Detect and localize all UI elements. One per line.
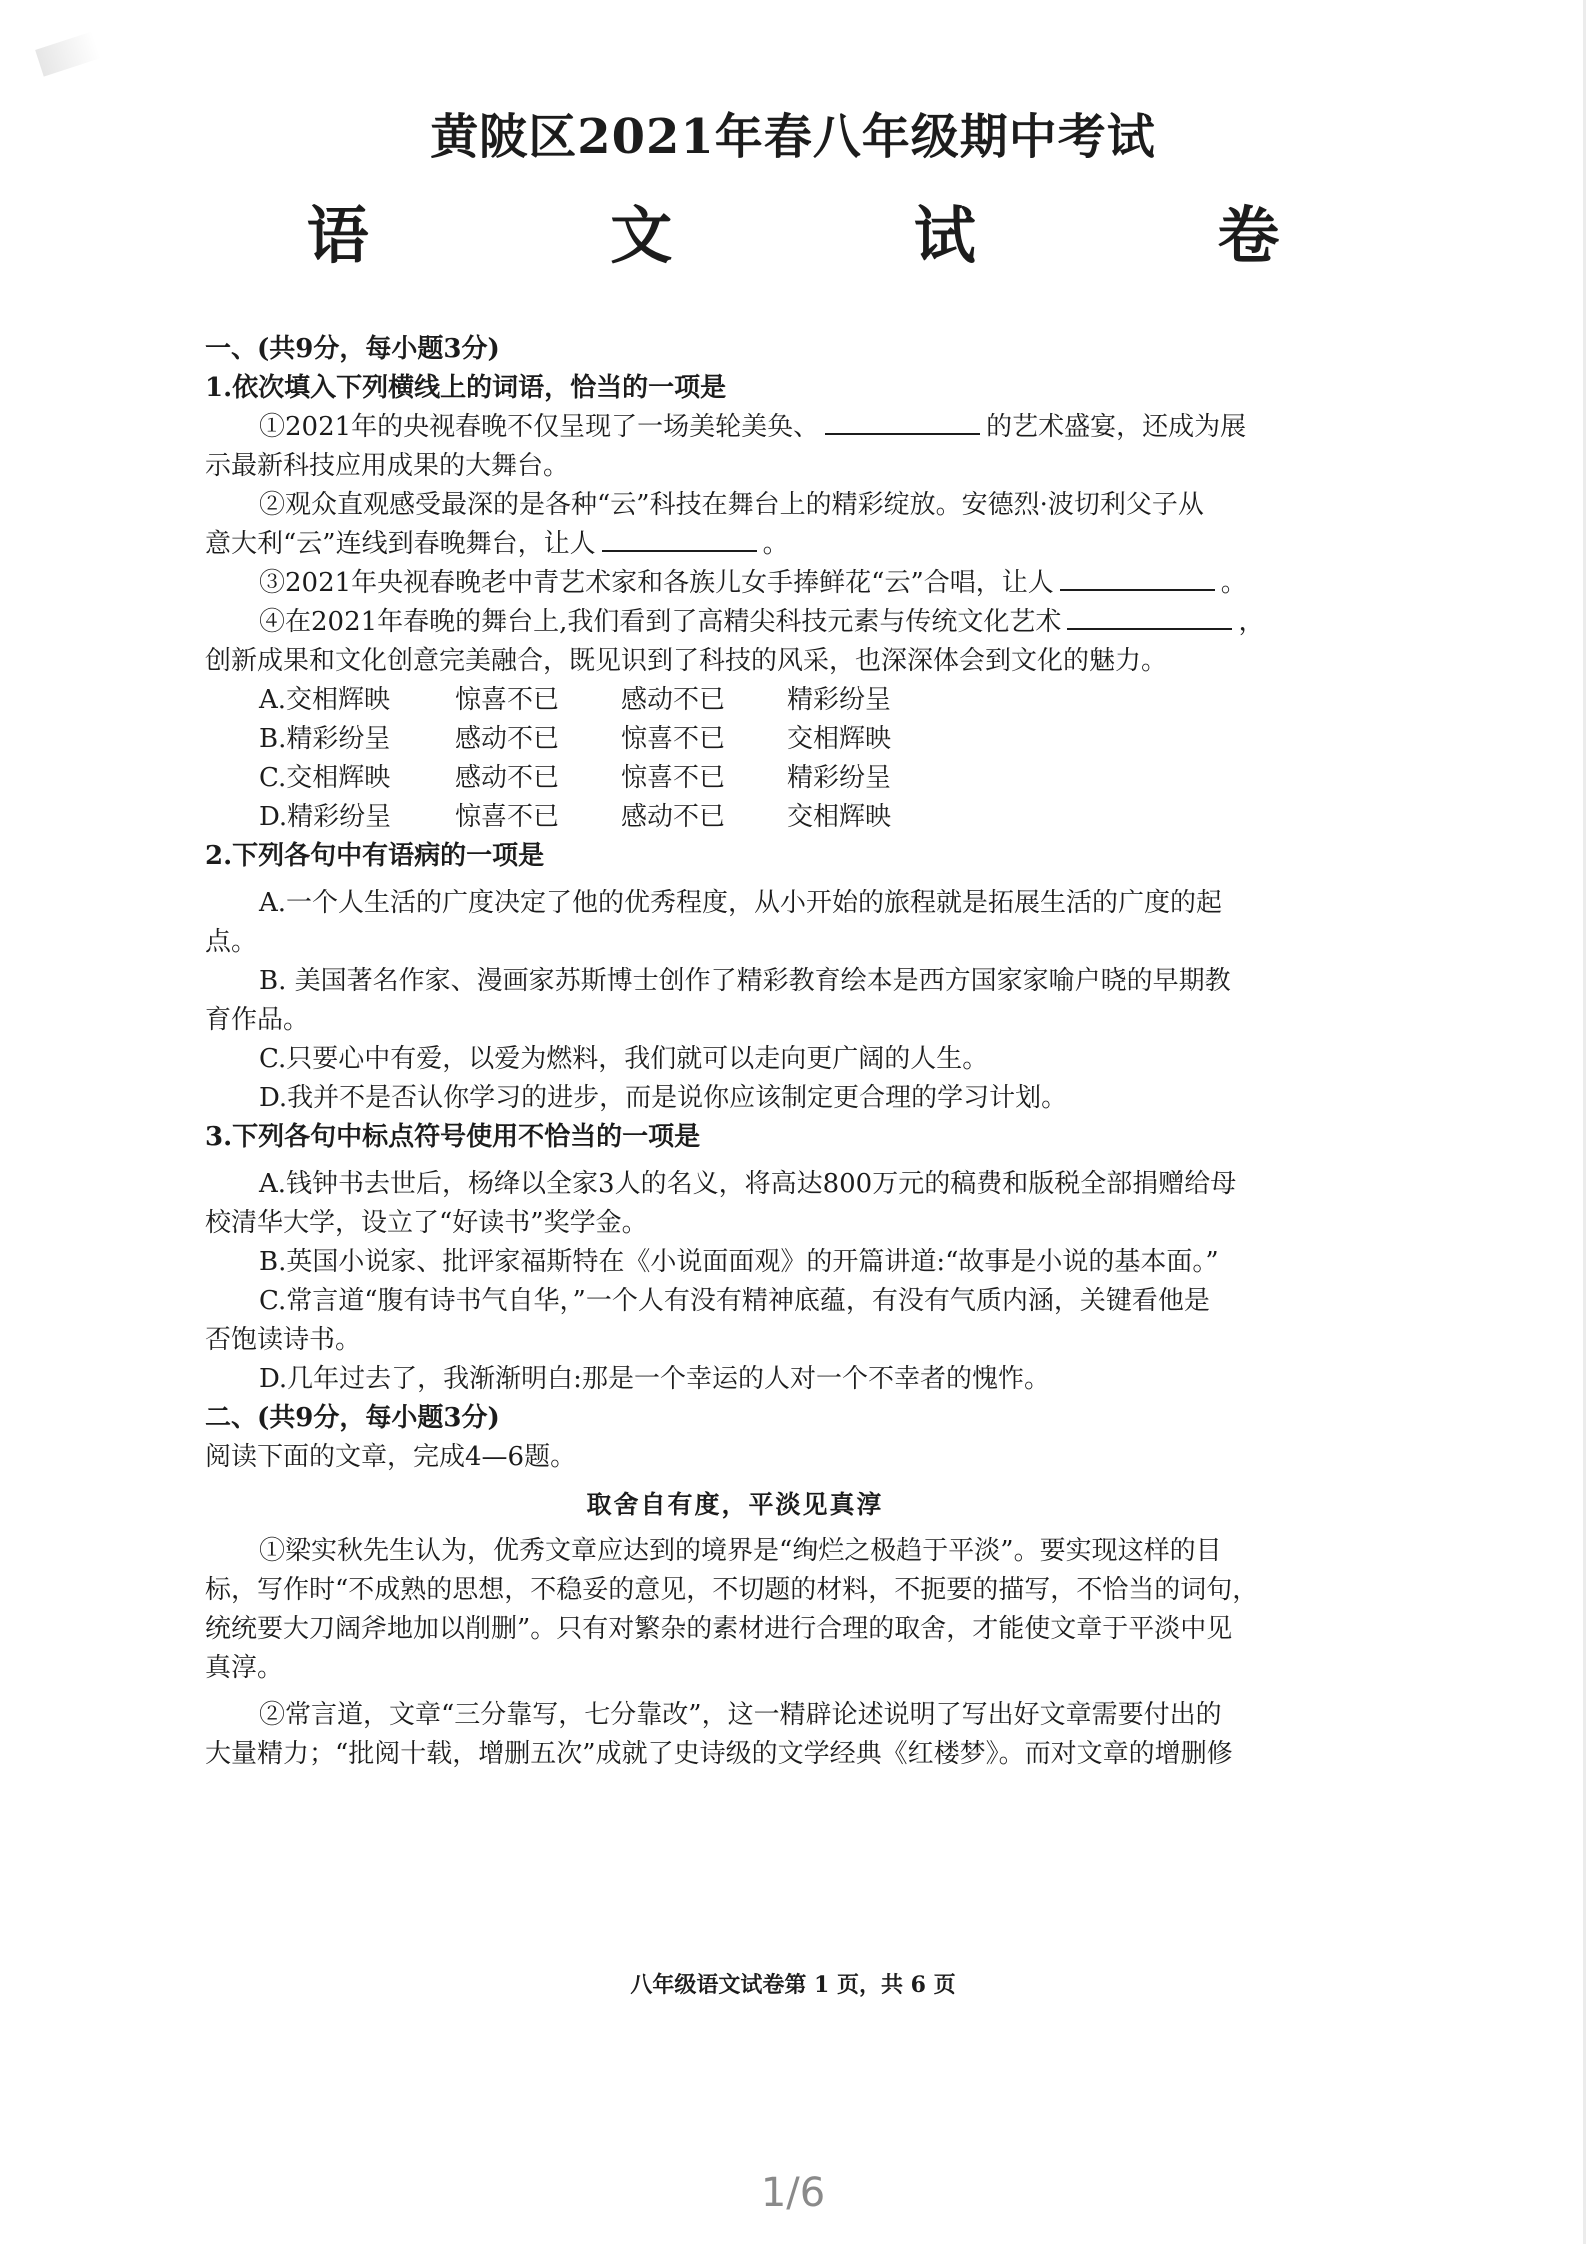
q1-s2-end: 。 [762, 529, 789, 559]
option-cell: 感动不已 [621, 802, 726, 832]
q3-option-d: D.几年过去了，我渐渐明白:那是一个幸运的人对一个不幸者的愧怍。 [259, 1364, 1050, 1394]
option-cell: D.精彩纷呈 [259, 802, 392, 832]
section1-heading: 一、(共9分，每小题3分) [205, 334, 500, 364]
q3-option-c: C.常言道“腹有诗书气自华，”一个人有没有精神底蕴，有没有气质内涵，关键看他是 [259, 1286, 1210, 1316]
essay-paragraph-1-line-3: 统统要大刀阔斧地加以削删”。只有对繁杂的素材进行合理的取舍，才能使文章于平淡中见 [205, 1614, 1233, 1644]
essay-paragraph-1-line-2: 标，写作时“不成熟的思想，不稳妥的意见，不切题的材料，不扼要的描写，不恰当的词句， [205, 1575, 1259, 1605]
q3-option-a-cont: 校清华大学，设立了“好读书”奖学金。 [205, 1208, 648, 1238]
option-cell: 精彩纷呈 [787, 685, 892, 715]
option-cell: A.交相辉映 [259, 685, 391, 715]
q3-stem: 3.下列各句中标点符号使用不恰当的一项是 [205, 1122, 701, 1152]
fill-blank-2 [602, 526, 757, 552]
fill-blank-4 [1067, 604, 1232, 630]
q1-sentence-2-cont [205, 525, 1325, 564]
page-footer: 八年级语文试卷第 1 页，共 6 页 [630, 1972, 956, 1998]
essay-paragraph-2: ②常言道，文章“三分靠写，七分靠改”，这一精辟论述说明了写出好文章需要付出的 [259, 1700, 1222, 1730]
q1-sentence-2: ②观众直观感受最深的是各种“云”科技在舞台上的精彩绽放。安德烈·波切利父子从 [259, 490, 1204, 520]
q1-sentence-4-cont: 创新成果和文化创意完美融合，既见识到了科技的风采，也深深体会到文化的魅力。 [205, 646, 1168, 676]
fill-blank-1 [825, 409, 980, 435]
option-cell: 感动不已 [455, 763, 560, 793]
q3-option-c-cont: 否饱读诗书。 [205, 1325, 362, 1355]
q1-option-c [205, 759, 1325, 798]
option-cell: 惊喜不已 [621, 724, 726, 754]
option-cell: C.交相辉映 [259, 763, 391, 793]
section2-intro: 阅读下面的文章，完成4—6题。 [205, 1442, 577, 1472]
q1-option-d [205, 798, 1325, 837]
exam-content [205, 330, 1325, 1774]
option-cell: B.精彩纷呈 [259, 724, 391, 754]
q2-option-a-cont: 点。 [205, 927, 258, 957]
option-cell: 惊喜不已 [455, 802, 560, 832]
q1-sentence-1-cont: 示最新科技应用成果的大舞台。 [205, 451, 570, 481]
essay-title: 取舍自有度，平淡见真淳 [586, 1490, 884, 1519]
q2-option-a: A.一个人生活的广度决定了他的优秀程度，从小开始的旅程就是拓展生活的广度的起 [259, 888, 1223, 918]
section2-heading: 二、(共9分，每小题3分) [205, 1403, 500, 1433]
q1-option-b [205, 720, 1325, 759]
q1-s3-text-a: ③2021年央视春晚老中青艺术家和各族儿女手捧鲜花“云”合唱，让人 [259, 568, 1054, 598]
exam-title: 黄陂区2021年春八年级期中考试 [430, 109, 1156, 165]
option-cell: 惊喜不已 [621, 763, 726, 793]
essay-paragraph-1: ①梁实秋先生认为，优秀文章应达到的境界是“绚烂之极趋于平淡”。要实现这样的目 [259, 1536, 1222, 1566]
option-cell: 交相辉映 [787, 724, 892, 754]
q1-s4-end: ， [1238, 607, 1265, 637]
fill-blank-3 [1060, 565, 1215, 591]
option-cell: 精彩纷呈 [787, 763, 892, 793]
q3-option-a: A.钱钟书去世后，杨绛以全家3人的名义，将高达800万元的稿费和版税全部捐赠给母 [259, 1169, 1237, 1199]
option-cell: 交相辉映 [787, 802, 892, 832]
q2-option-b: B. 美国著名作家、漫画家苏斯博士创作了精彩教育绘本是西方国家家喻户晓的早期教 [259, 966, 1231, 996]
q2-option-d: D.我并不是否认你学习的进步，而是说你应该制定更合理的学习计划。 [259, 1083, 1068, 1113]
q1-sentence-4 [205, 603, 1325, 642]
q2-option-b-cont: 育作品。 [205, 1005, 310, 1035]
q3-option-b: B.英国小说家、批评家福斯特在《小说面面观》的开篇讲道:“故事是小说的基本面。” [259, 1247, 1219, 1277]
option-cell: 感动不已 [455, 724, 560, 754]
q1-stem: 1.依次填入下列横线上的词语，恰当的一项是 [205, 373, 727, 403]
exam-subtitle: 语 文 试 卷 [306, 199, 1390, 272]
q2-stem: 2.下列各句中有语病的一项是 [205, 841, 545, 871]
page-indicator: 1/6 [760, 2170, 826, 2216]
q1-s1-text-b: 的艺术盛宴，还成为展 [986, 412, 1247, 442]
q1-s3-end: 。 [1220, 568, 1247, 598]
q1-s4-text-a: ④在2021年春晚的舞台上,我们看到了高精尖科技元素与传统文化艺术 [259, 607, 1062, 637]
q1-sentence-1 [205, 408, 1325, 447]
q2-option-c: C.只要心中有爱，以爱为燃料，我们就可以走向更广阔的人生。 [259, 1044, 989, 1074]
scan-smudge [35, 31, 101, 76]
q1-s1-text-a: ①2021年的央视春晚不仅呈现了一场美轮美奂、 [259, 412, 820, 442]
option-cell: 惊喜不已 [455, 685, 560, 715]
q1-sentence-3 [205, 564, 1325, 603]
essay-paragraph-2-line-2: 大量精力；“批阅十载，增删五次”成就了史诗级的文学经典《红楼梦》。而对文章的增删修 [205, 1739, 1233, 1769]
q1-s2-text-b: 意大利“云”连线到春晚舞台，让人 [205, 529, 596, 559]
essay-paragraph-1-line-4: 真淳。 [205, 1653, 284, 1683]
option-cell: 感动不已 [621, 685, 726, 715]
q1-option-a [205, 681, 1325, 720]
